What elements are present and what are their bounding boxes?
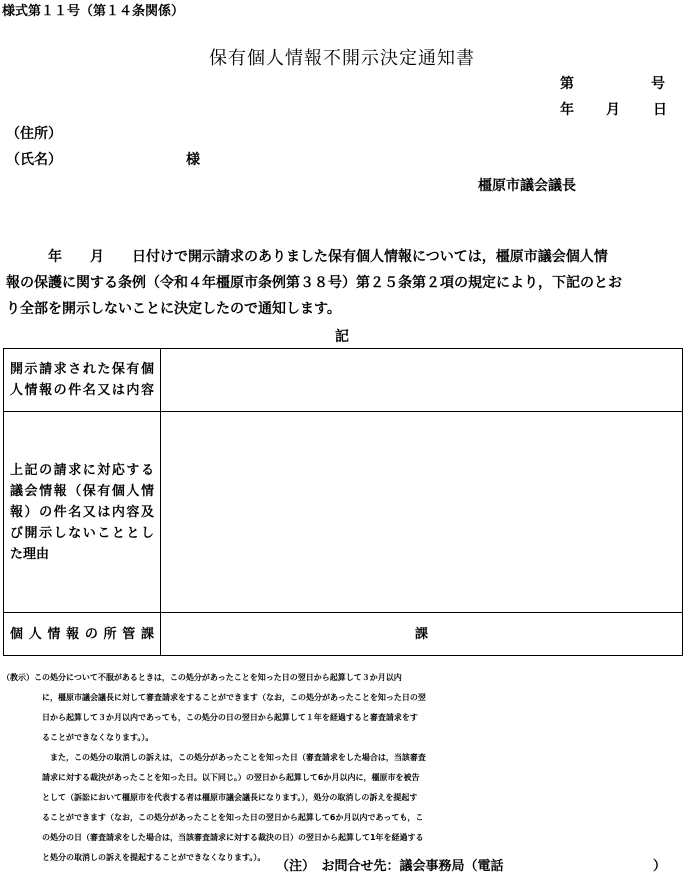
body-line: り全部を開示しないことに決定したので通知します。 <box>6 301 341 317</box>
body-line: 年 月 日付けで開示請求のありました保有個人情報については，橿原市議会個人情 <box>6 249 608 265</box>
notice-line: に，橿原市議会議長に対して審査請求をすることができます（なお，この処分があったことを知った日の翌 <box>42 693 426 702</box>
label-line: 個人情報の所管課 <box>10 626 154 642</box>
appeal-instructions <box>2 668 682 868</box>
sender-title: 橿原市議会議長 <box>478 178 576 194</box>
notification-body <box>6 244 678 322</box>
department-label <box>4 613 161 656</box>
table-row <box>4 613 683 656</box>
reason-value[interactable] <box>161 412 683 613</box>
notice-line: として（訴訟において橿原市を代表する者は橿原市議会議長になります。），処分の取消しの訴えを提起す <box>42 793 418 802</box>
name-label: （氏名） <box>6 152 62 168</box>
request-subject-label <box>4 349 161 412</box>
document-number-suffix: 号 <box>651 76 665 92</box>
label-line: 報）の件名又は内容及 <box>10 504 154 520</box>
date-year-label: 年 <box>560 102 574 118</box>
notice-line: ることができます（なお，この処分があったことを知った日の翌日から起算して6か月以内であっても，こ <box>42 813 424 822</box>
department-suffix: 課 <box>414 626 428 642</box>
notice-line: また，この処分の取消しの訴えは，この処分があったことを知った日（審査請求をした場合は，当該審査 <box>42 753 426 762</box>
date-month-label: 月 <box>606 102 620 118</box>
department-value[interactable] <box>161 613 683 656</box>
label-line: 人情報の件名又は内容 <box>10 383 154 398</box>
document-title: 保有個人情報不開示決定通知書 <box>209 48 475 69</box>
contact-note-close: ） <box>653 859 667 874</box>
form-number: 様式第１１号（第１４条関係） <box>2 4 185 19</box>
document-number-prefix: 第 <box>560 76 574 92</box>
date-day-label: 日 <box>653 102 667 118</box>
notice-line: ることができなくなります。）。 <box>42 733 154 742</box>
label-line: 議会情報（保有個人情 <box>10 483 154 499</box>
table-row <box>4 349 683 412</box>
notice-line: （教示）この処分について不服があるときは，この処分があったことを知った日の翌日から起算して３か月以内 <box>2 673 402 682</box>
label-line: 開示請求された保有個 <box>10 362 154 377</box>
notice-line: の処分の日（審査請求をした場合は，当該審査請求に対する裁決の日）の翌日から起算して1年を経過する <box>42 833 424 842</box>
label-line: び開示しないこととし <box>10 525 154 541</box>
body-line: 報の保護に関する条例（令和４年橿原市条例第３８号）第２５条第２項の規定により，下記のとお <box>6 275 622 291</box>
label-line: 上記の請求に対応する <box>10 462 154 478</box>
reason-label <box>4 412 161 613</box>
contact-note: （注） お問合せ先：議会事務局（電話 <box>276 859 504 874</box>
table-row <box>4 412 683 613</box>
name-honorific: 様 <box>186 152 200 168</box>
notice-line: 日から起算して３か月以内であっても，この処分の日の翌日から起算して１年を経過すると審査請求をす <box>42 713 418 722</box>
request-subject-value[interactable] <box>161 349 683 412</box>
label-line: た理由 <box>10 546 50 562</box>
notice-line: 請求に対する裁決があったことを知った日。以下同じ。）の翌日から起算して6か月以内に，橿原市を被告 <box>42 773 420 782</box>
address-label: （住所） <box>6 126 62 142</box>
record-table <box>3 348 683 656</box>
ki-heading: 記 <box>335 329 349 345</box>
notice-line: と処分の取消しの訴えを提起することができなくなります。）。 <box>42 853 266 862</box>
